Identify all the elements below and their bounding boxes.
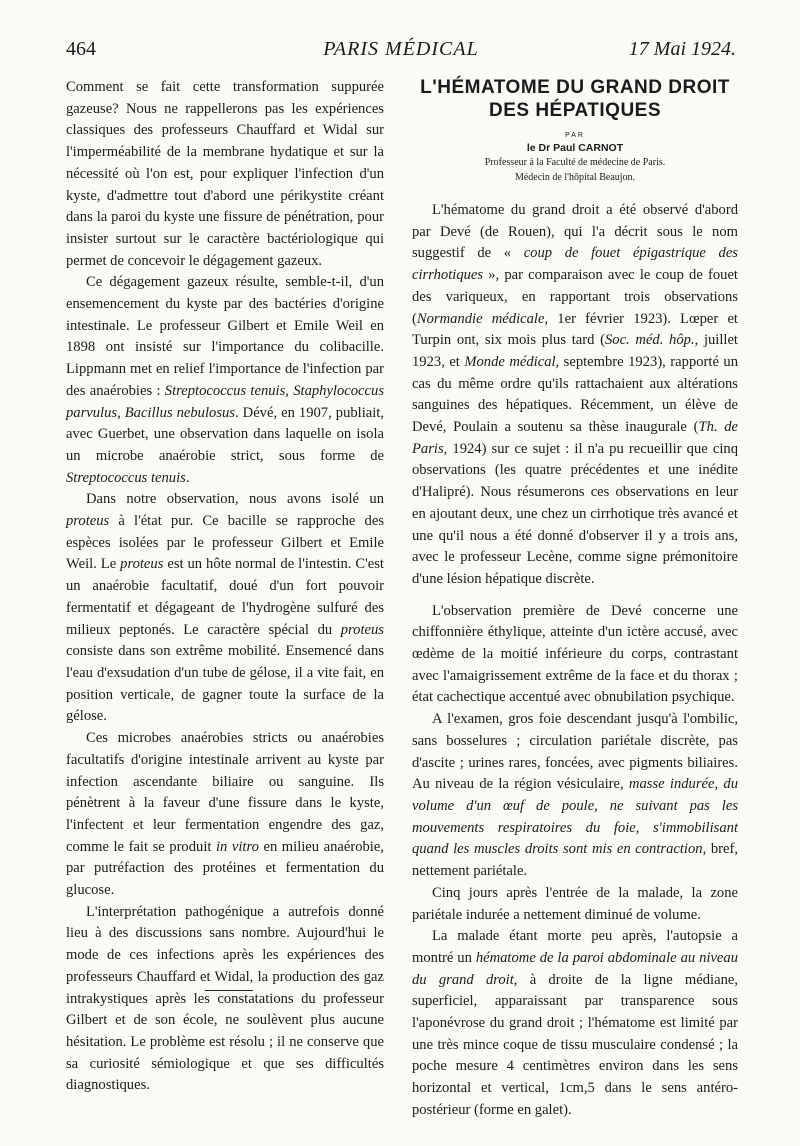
paragraph: L'interprétation pathogénique a autrefois donné lieu à des discussions sans nombre. Aujourd'hui le mode de ces infections après les expériences des professeurs Chauffard et Widal, la production des gaz intrakystiques après les constatations du professeur Gilbert et de son école, ne soulèvent plus aucune hésitation. Le problème est résolu ; il ne conserve que sa curiosité sémiologique et que ses difficultés diagnostiques.	[66, 903, 384, 1094]
issue-date: 17 Mai 1924.	[628, 38, 736, 60]
paragraph: Dans notre observation, nous avons isolé un proteus à l'état pur. Ce bacille se rapproche des espèces isolées par le professeur Gilbert et Emile Weil. Le proteus est un hôte normal de l'intestin. C'est un anaérobie facultatif, doué d'un fort pouvoir fermentatif et dégageant de l'hydrogène sulfuré des milieux peptonés. Le caractère spécial du proteus consiste dans son extrême mobilité. Ensemencé dans l'eau d'exsudation d'un tube de gélose, il a vite fait, en position verticale, de gagner toute la surface de la gélose.	[66, 491, 384, 725]
article-title: L'HÉMATOME DU GRAND DROIT DES HÉPATIQUES	[420, 77, 730, 121]
page-number: 464	[66, 38, 96, 60]
paragraph: L'hématome du grand droit a été observé d'abord par Devé (de Rouen), qui l'a décrit sous le nom suggestif de « coup de fouet épigastrique des cirrhotiques », par comparaison avec le coup de fouet des variqueux, en rapportant trois observations (Normandie médicale, 1er février 1923). Lœper et Turpin ont, six mois plus tard (Soc. méd. hôp., juillet 1923, et Monde médical, septembre 1923), rapporté un cas du même ordre qu'ils rattachaient aux altérations sanguines des hépatiques. Récemment, un élève de Devé, Poulain a soutenu sa thèse inaugurale (Th. de Paris, 1924) sur ce sujet : il n'a pu recueillir que cinq observations (les quatre précédentes et une inédite d'Halipré). Nous résumerons ces observations en leur en ajoutant deux, une chez un cirrhotique très avancé et une qu'il nous a été donné d'observer il y a trois ans, avec le professeur Lecène, comme signe prémonitoire d'une lésion hépatique discrète.	[412, 202, 738, 587]
journal-title: PARIS MÉDICAL	[323, 38, 479, 60]
paragraph: La malade étant morte peu après, l'autopsie a montré un hématome de la paroi abdominale au niveau du grand droit, à droite de la ligne médiane, superficiel, apparaissant par transparence sous l'aponévrose du grand droit ; l'hématome est limité par une très mince coque de tissu musculaire condensé ; la poche mesure 4 centimètres environ dans les sens horizontal et vertical, 1cm,5 dans le sens antéro-postérieur (forme en galet).	[412, 928, 739, 1118]
paragraph: Cinq jours après l'entrée de la malade, la zone pariétale indurée a nettement diminué de volume.	[412, 884, 738, 923]
paragraph: Ce dégagement gazeux résulte, semble-t-il, d'un ensemencement du kyste par des bactéries d'origine intestinale. Le professeur Gilbert et Emile Weil en 1898 ont insisté sur l'importance du colibacille. Lippmann met en relief l'importance de l'infection par des anaérobies : Streptococcus tenuis, Staphylococcus parvulus, Bacillus nebulosus. Dévé, en 1907, publiait, avec Guerbet, une observation dans laquelle on isola un microbe anaérobie strict, sous forme de Streptococcus tenuis.	[66, 274, 385, 486]
page-header	[66, 38, 736, 72]
right-column	[412, 200, 738, 1122]
paragraph: A l'examen, gros foie descendant jusqu'à l'ombilic, sans bosselures ; circulation pariétale discrète, pas d'ascite ; urines rares, foncées, avec pigments biliaires. Au niveau de la région vésiculaire, masse indurée, du volume d'un œuf de poule, ne suivant pas les mouvements respiratoires du foie, s'immobilisant quand les muscles droits sont mis en contraction, bref, nettement pariétale.	[412, 711, 738, 880]
author-affiliation: Professeur à la Faculté de médecine de Paris.	[484, 157, 666, 168]
section-divider	[205, 990, 253, 991]
article-heading	[412, 76, 738, 184]
left-column	[66, 77, 384, 1097]
author-affiliation: Médecin de l'hôpital Beaujon.	[514, 172, 636, 183]
paragraph: Ces microbes anaérobies stricts ou anaérobies facultatifs d'origine intestinale arrivent au kyste par infection ascendante biliaire ou sanguine. Ils pénètrent à la faveur d'une fissure dans le kyste, l'infectent et leur fermentation engendre des gaz, comme le fait se produit in vitro en milieu anaérobie, par putréfaction des protéines et fermentation du glucose.	[66, 730, 384, 899]
article-author: le Dr Paul CARNOT	[526, 142, 624, 154]
paragraph: L'observation première de Devé concerne une chiffonnière éthylique, atteinte d'un ictère accusé, avec œdème de la moitié inférieure du corps, contrastant avec l'amaigrissement extrême de la face et du thorax ; état cachectique accentué avec obnubilation psychique.	[412, 602, 738, 706]
paragraph: Comment se fait cette transformation suppurée gazeuse? Nous ne rappellerons pas les expériences classiques des professeurs Chauffard et Widal sur l'imperméabilité de la membrane hydatique et sur la nécessité où l'on est, pour expliquer l'infection d'un kyste, d'admettre tout d'abord une périkystite créant dans la paroi du kyste une fissure de pénétration, pour insister surtout sur le caractère bactériologique qui permet de concevoir le dégagement gazeux.	[66, 79, 384, 269]
byline-par: PAR	[565, 132, 585, 139]
